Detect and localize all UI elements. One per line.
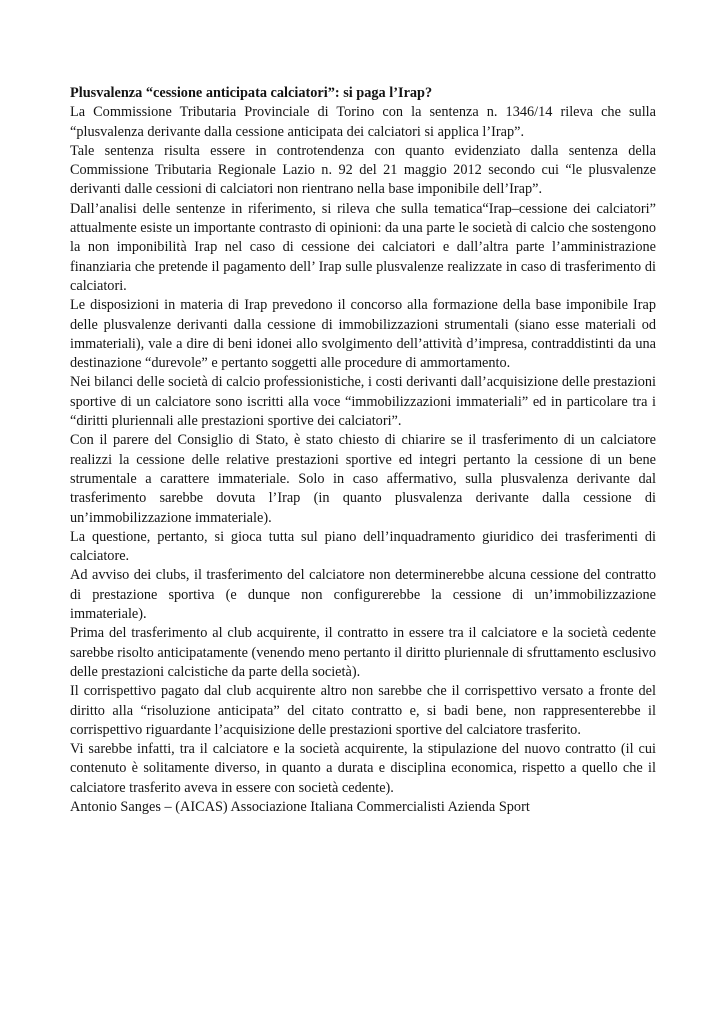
paragraph-4: Le disposizioni in materia di Irap prevedono il concorso alla formazione della base imponibile Irap delle plusvalenze derivanti dalla cessione di immobilizzazioni strumentali (siano esse materiali od immateriali), vale a dire di beni idonei allo svolgimento dell’attività d’impresa, contraddistinti da una destinazione “durevole” e pertanto soggetti alle procedure di ammortamento. bbox=[70, 297, 656, 372]
paragraph-5: Nei bilanci delle società di calcio professionistiche, i costi derivanti dall’acquisizione delle prestazioni sportive di un calciatore sono iscritti alla voce “immobilizzazioni immateriali” ed in particolare tra i “diritti pluriennali alle prestazioni sportive dei calciatori”. bbox=[70, 374, 656, 430]
article-title: Plusvalenza “cessione anticipata calciatori”: si paga l’Irap? bbox=[70, 85, 433, 101]
paragraph-10: Il corrispettivo pagato dal club acquirente altro non sarebbe che il corrispettivo versato a fronte del diritto alla “risoluzione anticipata” del citato contratto e, si badi bene, non rappresenterebbe il corrispettivo riguardante l’acquisizione delle prestazioni sportive del calciatore trasferito. bbox=[70, 683, 656, 738]
paragraph-7: La questione, pertanto, si gioca tutta sul piano dell’inquadramento giuridico dei trasferimenti di calciatore. bbox=[70, 528, 656, 565]
paragraph-6: Con il parere del Consiglio di Stato, è stato chiesto di chiarire se il trasferimento di un calciatore realizzi la cessione delle relative prestazioni sportive ed integri pertanto la cessione di un bene strumentale a carattere immateriale. Solo in caso affermativo, sulla plusvalenza derivante dal trasferimento sarebbe dovuta l’Irap (in quanto plusvalenza derivante dalla cessione di un’immobilizzazione immateriale). bbox=[70, 432, 656, 526]
paragraph-1: La Commissione Tributaria Provinciale di Torino con la sentenza n. 1346/14 rileva che sulla “plusvalenza derivante dalla cessione anticipata dei calciatori si applica l’Irap”. bbox=[70, 104, 656, 140]
article-body bbox=[70, 84, 656, 817]
author-signature: Antonio Sanges – (AICAS) Associazione Italiana Commercialisti Azienda Sport bbox=[70, 798, 530, 815]
paragraph-9: Prima del trasferimento al club acquirente, il contratto in essere tra il calciatore e la società cedente sarebbe risolto anticipatamente (venendo meno pertanto il diritto pluriennale di sfruttamento esclusivo delle prestazioni calcistiche da parte della società). bbox=[70, 625, 656, 680]
paragraph-8: Ad avviso dei clubs, il trasferimento del calciatore non determinerebbe alcuna cessione del contratto di prestazione sportiva (e dunque non configurerebbe la cessione di un’immobilizzazione immateriale). bbox=[70, 567, 656, 623]
paragraph-2: Tale sentenza risulta essere in controtendenza con quanto evidenziato dalla sentenza della Commissione Tributaria Regionale Lazio n. 92 del 21 maggio 2012 secondo cui “le plusvalenze derivanti dalle cessioni di calciatori non rientrano nella base imponibile dell’Irap”. bbox=[70, 142, 656, 198]
paragraph-3: Dall’analisi delle sentenze in riferimento, si rileva che sulla tematica“Irap–cessione dei calciatori” attualmente esiste un importante contrasto di opinioni: da una parte le società di calcio che sostengono la non imponibilità Irap nel caso di cessione dei calciatori e dall’altra parte l’amministrazione finanziaria che pretende il pagamento dell’ Irap sulle plusvalenze realizzate in caso di trasferimento di calciatori. bbox=[70, 200, 656, 294]
paragraph-11: Vi sarebbe infatti, tra il calciatore e la società acquirente, la stipulazione del nuovo contratto (il cui contenuto è solitamente diverso, in quanto a durata e disciplina economica, rispetto a quello che il calciatore trasferito aveva in essere con società cedente). bbox=[70, 741, 656, 796]
